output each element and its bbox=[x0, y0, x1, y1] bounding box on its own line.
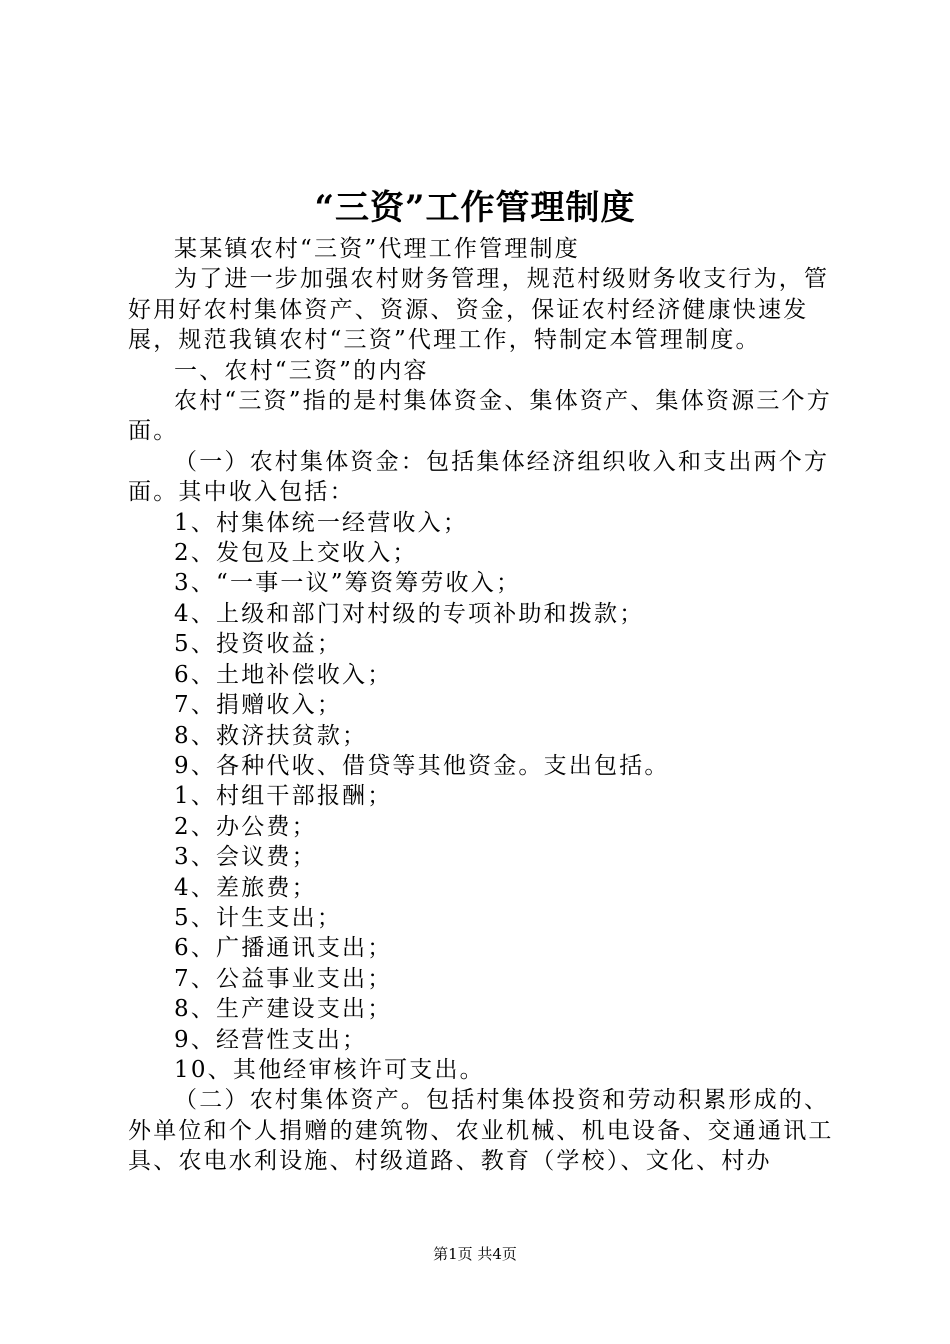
list-item-expense-1: 1、村组干部报酬； bbox=[174, 783, 393, 810]
paragraph-subtitle: 某某镇农村“三资”代理工作管理制度 bbox=[174, 236, 580, 262]
list-item-income-2: 2、发包及上交收入； bbox=[174, 540, 418, 567]
paragraph-definition: 农村“三资”指的是村集体资金、集体资产、集体资源三个方面。 bbox=[128, 388, 832, 445]
section-heading: 一、农村“三资”的内容 bbox=[174, 357, 429, 384]
subsection-assets: （二）农村集体资产。包括村集体投资和劳动积累形成的、外单位和个人捐赠的建筑物、农业机械、机电设备、交通通讯工具、农电水利设施、村级道路、教育（学校）、文化、村办 bbox=[128, 1087, 834, 1175]
list-item-expense-7: 7、公益事业支出； bbox=[174, 965, 393, 992]
subsection-funds: （一）农村集体资金：包括集体经济组织收入和支出两个方面。其中收入包括： bbox=[128, 448, 830, 506]
list-item-expense-2: 2、办公费； bbox=[174, 813, 317, 840]
list-item-expense-9: 9、经营性支出； bbox=[174, 1026, 368, 1053]
document-body bbox=[128, 234, 834, 1177]
list-item-income-8: 8、救济扶贫款； bbox=[174, 722, 368, 749]
list-item-expense-3: 3、会议费； bbox=[174, 844, 317, 871]
list-item-expense-6: 6、广播通讯支出； bbox=[174, 935, 393, 962]
list-item-income-9: 9、各种代收、借贷等其他资金。支出包括。 bbox=[174, 752, 670, 779]
list-item-income-4: 4、上级和部门对村级的专项补助和拨款； bbox=[174, 600, 645, 627]
list-item-expense-4: 4、差旅费； bbox=[174, 874, 317, 901]
paragraph-intro: 为了进一步加强农村财务管理，规范村级财务收支行为，管好用好农村集体资产、资源、资金，保证农村经济健康快速发展，规范我镇农村“三资”代理工作，特制定本管理制度。 bbox=[128, 266, 830, 354]
list-item-expense-10: 10、其他经审核许可支出。 bbox=[174, 1056, 485, 1083]
page-number: 第1页 共4页 bbox=[433, 1245, 517, 1263]
list-item-income-5: 5、投资收益； bbox=[174, 631, 343, 658]
list-item-income-7: 7、捐赠收入； bbox=[174, 692, 343, 719]
list-item-income-1: 1、村集体统一经营收入； bbox=[174, 509, 469, 536]
list-item-expense-8: 8、生产建设支出； bbox=[174, 996, 393, 1023]
document-title: “三资”工作管理制度 bbox=[314, 188, 636, 228]
list-item-income-3: 3、“一事一议”筹资筹劳收入； bbox=[174, 570, 522, 597]
list-item-expense-5: 5、计生支出； bbox=[174, 904, 343, 931]
list-item-income-6: 6、土地补偿收入； bbox=[174, 661, 393, 688]
